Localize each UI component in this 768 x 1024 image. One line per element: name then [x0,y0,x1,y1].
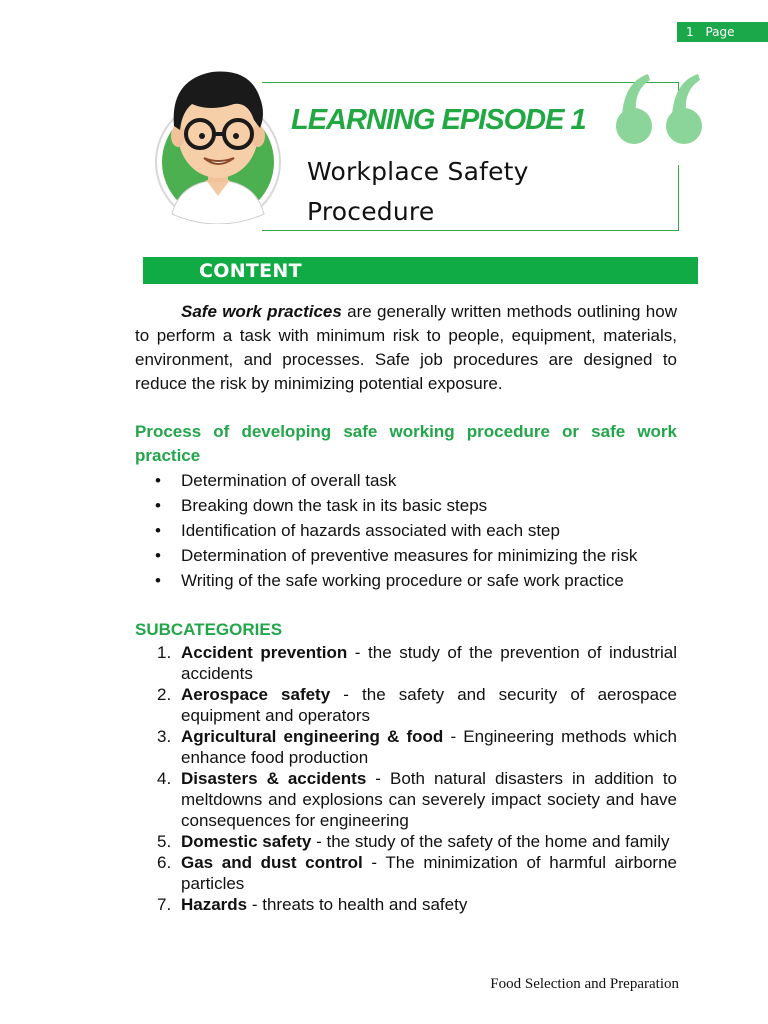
list-item: • Breaking down the task in its basic steps [135,493,677,518]
item-term: Domestic safety [181,832,312,851]
list-item [135,768,677,831]
subcategories-list [135,642,677,915]
list-item [135,852,677,894]
content-heading: CONTENT [199,260,302,282]
list-item: • Identification of hazards associated with each step [135,518,677,543]
item-description: - Engineering methods which enhance food production [181,727,677,767]
list-item [135,894,677,915]
subcategories-heading: SUBCATEGORIES [135,620,283,639]
list-item [135,642,677,684]
list-item [135,684,677,726]
item-term: Hazards [181,895,248,914]
list-item: • Writing of the safe working procedure or safe work practice [135,568,677,593]
item-number: 6. [157,853,172,872]
item-term: Gas and dust control [181,853,363,872]
item-description: - the study of the safety of the home and family [311,832,670,851]
footer-text: Food Selection and Preparation [490,976,679,992]
intro-lead-term: Safe work practices [181,302,342,321]
episode-title: LEARNING EPISODE 1 [291,104,586,136]
item-number: 3. [157,727,172,746]
list-item [135,831,677,852]
list-item [135,726,677,768]
item-description: - The minimization of harmful airborne particles [181,853,677,893]
intro-text: are generally written methods outlining how to perform a task with minimum risk to people, equipment, materials, environment, and processes. Safe job procedures are designed to reduce the risk by minimizing potential exposure. [135,302,677,393]
item-description: - threats to health and safety [247,895,468,914]
episode-subtitle: Workplace Safety Procedure [307,157,529,226]
item-number: 4. [157,769,172,788]
item-term: Disasters & accidents [181,769,367,788]
list-item: • Determination of overall task [135,468,677,493]
item-number: 2. [157,685,172,704]
student-avatar-icon [150,64,290,224]
item-number: 5. [157,832,172,851]
page-number: 1 [686,25,694,39]
process-list [135,468,677,593]
item-number: 1. [157,643,172,662]
item-number: 7. [157,895,172,914]
page-label: Page [705,25,735,39]
item-term: Aerospace safety [181,685,331,704]
item-description: - the study of the prevention of industrial accidents [181,643,677,683]
quote-mark-icon [612,72,706,146]
page-badge [677,22,768,42]
list-item: • Determination of preventive measures for minimizing the risk [135,543,677,568]
item-description: - Both natural disasters in addition to meltdowns and explosions can severely impact society and have consequences for engineering [181,769,677,830]
content-section-bar [143,257,698,284]
intro-paragraph [135,300,677,396]
item-term: Accident prevention [181,643,348,662]
item-term: Agricultural engineering & food [181,727,444,746]
item-description: - the safety and security of aerospace equipment and operators [181,685,677,725]
process-heading: Process of developing safe working procedure or safe work practice [135,422,677,465]
